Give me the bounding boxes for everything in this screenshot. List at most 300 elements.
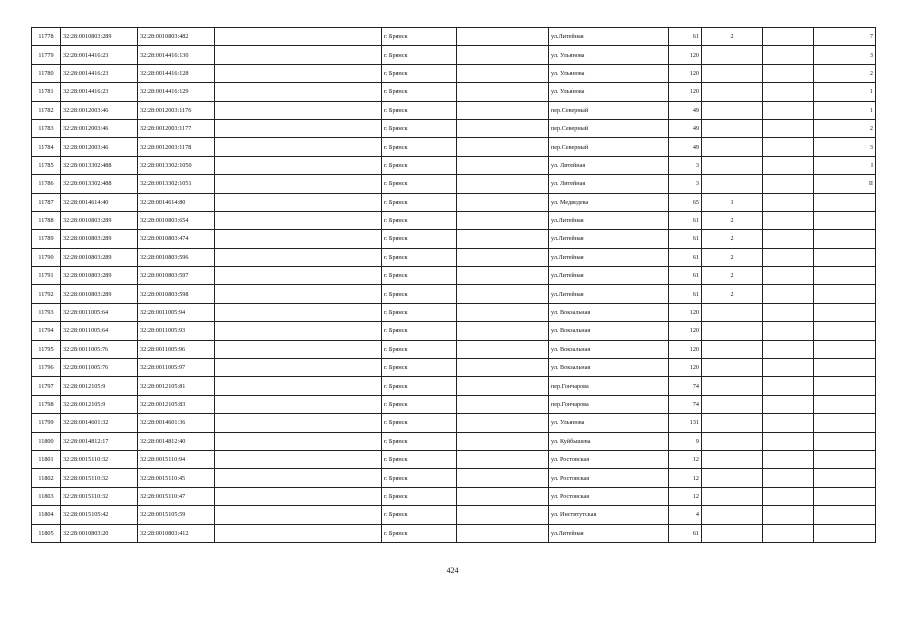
cell-building (702, 46, 763, 64)
cell-street: ул. Ростовская (549, 469, 669, 487)
cell-object-name (215, 506, 382, 524)
cell-house-number: 12 (669, 469, 702, 487)
cell-row-number: 11790 (32, 248, 61, 266)
cell-district (457, 506, 549, 524)
cell-street: ул.Литейная (549, 267, 669, 285)
cell-street: ул. Институтская (549, 506, 669, 524)
cell-apartment (814, 487, 876, 505)
cell-parent-cadastral-number: 32:28:0014416:23 (61, 64, 138, 82)
cell-row-number: 11792 (32, 285, 61, 303)
cell-letter (763, 487, 814, 505)
cell-row-number: 11791 (32, 267, 61, 285)
table-row (32, 230, 876, 248)
cell-district (457, 377, 549, 395)
cell-row-number: 11800 (32, 432, 61, 450)
cell-cadastral-number: 32:28:0013302:1050 (138, 156, 215, 174)
table-row (32, 322, 876, 340)
cell-apartment (814, 340, 876, 358)
cell-building: 2 (702, 230, 763, 248)
cell-row-number: 11801 (32, 450, 61, 468)
cell-house-number: 120 (669, 322, 702, 340)
table-row (32, 506, 876, 524)
cell-object-name (215, 101, 382, 119)
cell-city: г. Брянск (382, 377, 457, 395)
table-row (32, 193, 876, 211)
cell-apartment: 1 (814, 83, 876, 101)
cell-cadastral-number: 32:28:0010803:596 (138, 248, 215, 266)
cell-letter (763, 101, 814, 119)
cell-apartment (814, 395, 876, 413)
cell-apartment: 3 (814, 46, 876, 64)
cell-row-number: 11805 (32, 524, 61, 542)
cell-letter (763, 395, 814, 413)
cell-building (702, 359, 763, 377)
table-row (32, 432, 876, 450)
cell-letter (763, 340, 814, 358)
cell-building (702, 524, 763, 542)
cell-street: ул. Литейная (549, 156, 669, 174)
cell-cadastral-number: 32:28:0015110:94 (138, 450, 215, 468)
cell-cadastral-number: 32:28:0015110:45 (138, 469, 215, 487)
cell-apartment (814, 322, 876, 340)
cell-letter (763, 211, 814, 229)
cell-apartment: I (814, 156, 876, 174)
table-row (32, 119, 876, 137)
cell-city: г. Брянск (382, 211, 457, 229)
cell-street: ул. Ульянова (549, 83, 669, 101)
cell-letter (763, 450, 814, 468)
cell-street: ул. Вокзальная (549, 359, 669, 377)
cell-letter (763, 506, 814, 524)
cell-building (702, 395, 763, 413)
cell-apartment: 2 (814, 64, 876, 82)
cell-street: ул. Литейная (549, 175, 669, 193)
table-row (32, 64, 876, 82)
cell-cadastral-number: 32:28:0012105:81 (138, 377, 215, 395)
cell-row-number: 11802 (32, 469, 61, 487)
cell-city: г. Брянск (382, 322, 457, 340)
cell-city: г. Брянск (382, 64, 457, 82)
cell-district (457, 230, 549, 248)
cell-parent-cadastral-number: 32:28:0011005:64 (61, 303, 138, 321)
cell-cadastral-number: 32:28:0010803:654 (138, 211, 215, 229)
cell-row-number: 11782 (32, 101, 61, 119)
table-row (32, 267, 876, 285)
cell-apartment (814, 414, 876, 432)
cell-house-number: 49 (669, 138, 702, 156)
cell-row-number: 11779 (32, 46, 61, 64)
cell-cadastral-number: 32:28:0011005:97 (138, 359, 215, 377)
cell-district (457, 285, 549, 303)
cell-street: ул.Литейная (549, 248, 669, 266)
cell-cadastral-number: 32:28:0015105:59 (138, 506, 215, 524)
cell-city: г. Брянск (382, 285, 457, 303)
cell-city: г. Брянск (382, 28, 457, 46)
cell-apartment: 2 (814, 119, 876, 137)
cell-cadastral-number: 32:28:0010803:598 (138, 285, 215, 303)
cell-letter (763, 322, 814, 340)
cell-building: 1 (702, 193, 763, 211)
cell-cadastral-number: 32:28:0014416:128 (138, 64, 215, 82)
cell-row-number: 11778 (32, 28, 61, 46)
cell-letter (763, 230, 814, 248)
cell-parent-cadastral-number: 32:28:0014416:23 (61, 83, 138, 101)
table-row (32, 469, 876, 487)
cell-cadastral-number: 32:28:0011005:96 (138, 340, 215, 358)
cell-apartment (814, 432, 876, 450)
cell-object-name (215, 450, 382, 468)
cell-district (457, 101, 549, 119)
cell-street: ул. Вокзальная (549, 322, 669, 340)
cell-row-number: 11787 (32, 193, 61, 211)
cell-city: г. Брянск (382, 469, 457, 487)
cell-letter (763, 414, 814, 432)
cell-row-number: 11799 (32, 414, 61, 432)
cell-letter (763, 175, 814, 193)
cell-district (457, 359, 549, 377)
cell-street: пер.Северный (549, 101, 669, 119)
cell-parent-cadastral-number: 32:28:0011005:76 (61, 359, 138, 377)
cell-building (702, 377, 763, 395)
cell-apartment (814, 524, 876, 542)
cell-building: 2 (702, 211, 763, 229)
table-row (32, 285, 876, 303)
table-row (32, 46, 876, 64)
cell-district (457, 322, 549, 340)
table-row (32, 340, 876, 358)
cell-row-number: 11796 (32, 359, 61, 377)
cell-building (702, 119, 763, 137)
cell-letter (763, 46, 814, 64)
cell-cadastral-number: 32:28:0012105:83 (138, 395, 215, 413)
cell-row-number: 11797 (32, 377, 61, 395)
cell-object-name (215, 487, 382, 505)
table-row (32, 28, 876, 46)
cell-apartment (814, 469, 876, 487)
cell-building: 2 (702, 267, 763, 285)
cell-building (702, 138, 763, 156)
cell-house-number: 120 (669, 64, 702, 82)
registry-table-body (32, 28, 876, 543)
cell-building (702, 414, 763, 432)
cell-object-name (215, 175, 382, 193)
cell-street: ул.Литейная (549, 28, 669, 46)
cell-house-number: 61 (669, 285, 702, 303)
cell-street: ул. Ростовская (549, 487, 669, 505)
cell-cadastral-number: 32:28:0010803:597 (138, 267, 215, 285)
cell-street: ул.Литейная (549, 211, 669, 229)
cell-object-name (215, 432, 382, 450)
cell-district (457, 414, 549, 432)
cell-street: ул. Ульянова (549, 414, 669, 432)
cell-building (702, 487, 763, 505)
cell-row-number: 11784 (32, 138, 61, 156)
cell-street: ул.Литейная (549, 524, 669, 542)
cell-building (702, 506, 763, 524)
table-row (32, 414, 876, 432)
registry-table (31, 27, 876, 543)
cell-house-number: 61 (669, 248, 702, 266)
table-row (32, 248, 876, 266)
cell-apartment (814, 506, 876, 524)
cell-apartment (814, 450, 876, 468)
cell-object-name (215, 359, 382, 377)
cell-cadastral-number: 32:28:0010803:474 (138, 230, 215, 248)
cell-object-name (215, 83, 382, 101)
cell-city: г. Брянск (382, 395, 457, 413)
cell-cadastral-number: 32:28:0011005:94 (138, 303, 215, 321)
cell-object-name (215, 322, 382, 340)
cell-letter (763, 267, 814, 285)
cell-cadastral-number: 32:28:0014601:36 (138, 414, 215, 432)
cell-city: г. Брянск (382, 83, 457, 101)
cell-row-number: 11793 (32, 303, 61, 321)
cell-street: ул. Вокзальная (549, 303, 669, 321)
cell-district (457, 211, 549, 229)
cell-city: г. Брянск (382, 359, 457, 377)
cell-apartment (814, 267, 876, 285)
cell-letter (763, 359, 814, 377)
table-row (32, 211, 876, 229)
cell-district (457, 175, 549, 193)
cell-row-number: 11781 (32, 83, 61, 101)
cell-street: ул. Ульянова (549, 64, 669, 82)
cell-house-number: 61 (669, 524, 702, 542)
cell-object-name (215, 211, 382, 229)
cell-district (457, 83, 549, 101)
cell-cadastral-number: 32:28:0013302:1051 (138, 175, 215, 193)
cell-city: г. Брянск (382, 267, 457, 285)
cell-district (457, 432, 549, 450)
cell-object-name (215, 303, 382, 321)
cell-parent-cadastral-number: 32:28:0011005:76 (61, 340, 138, 358)
cell-parent-cadastral-number: 32:28:0010803:289 (61, 211, 138, 229)
cell-parent-cadastral-number: 32:28:0012105:9 (61, 395, 138, 413)
cell-parent-cadastral-number: 32:28:0010803:289 (61, 267, 138, 285)
cell-object-name (215, 340, 382, 358)
cell-cadastral-number: 32:28:0010803:412 (138, 524, 215, 542)
cell-object-name (215, 248, 382, 266)
table-row (32, 175, 876, 193)
cell-house-number: 61 (669, 267, 702, 285)
cell-district (457, 156, 549, 174)
cell-district (457, 267, 549, 285)
cell-letter (763, 64, 814, 82)
table-row (32, 138, 876, 156)
cell-house-number: 3 (669, 156, 702, 174)
cell-house-number: 49 (669, 119, 702, 137)
cell-house-number: 9 (669, 432, 702, 450)
cell-street: ул. Ростовская (549, 450, 669, 468)
cell-building (702, 303, 763, 321)
cell-house-number: 61 (669, 28, 702, 46)
cell-letter (763, 432, 814, 450)
cell-object-name (215, 414, 382, 432)
cell-district (457, 28, 549, 46)
cell-house-number: 65 (669, 193, 702, 211)
cell-letter (763, 83, 814, 101)
cell-parent-cadastral-number: 32:28:0015110:32 (61, 450, 138, 468)
cell-letter (763, 285, 814, 303)
cell-parent-cadastral-number: 32:28:0010803:289 (61, 285, 138, 303)
cell-city: г. Брянск (382, 432, 457, 450)
cell-house-number: 74 (669, 395, 702, 413)
cell-building (702, 101, 763, 119)
cell-cadastral-number: 32:28:0014614:80 (138, 193, 215, 211)
cell-city: г. Брянск (382, 230, 457, 248)
table-row (32, 156, 876, 174)
cell-row-number: 11788 (32, 211, 61, 229)
cell-street: ул. Медведева (549, 193, 669, 211)
table-row (32, 524, 876, 542)
cell-street: ул. Вокзальная (549, 340, 669, 358)
table-row (32, 303, 876, 321)
table-row (32, 359, 876, 377)
cell-parent-cadastral-number: 32:28:0015105:42 (61, 506, 138, 524)
cell-street: пер.Гончарова (549, 395, 669, 413)
cell-building (702, 156, 763, 174)
cell-parent-cadastral-number: 32:28:0012105:9 (61, 377, 138, 395)
cell-house-number: 4 (669, 506, 702, 524)
cell-row-number: 11794 (32, 322, 61, 340)
cell-house-number: 120 (669, 359, 702, 377)
cell-object-name (215, 193, 382, 211)
cell-row-number: 11780 (32, 64, 61, 82)
cell-object-name (215, 119, 382, 137)
cell-district (457, 524, 549, 542)
cell-parent-cadastral-number: 32:28:0010803:289 (61, 248, 138, 266)
cell-city: г. Брянск (382, 101, 457, 119)
cell-object-name (215, 377, 382, 395)
cell-house-number: 3 (669, 175, 702, 193)
table-row (32, 395, 876, 413)
cell-letter (763, 377, 814, 395)
cell-apartment (814, 211, 876, 229)
cell-object-name (215, 64, 382, 82)
cell-street: ул. Куйбышева (549, 432, 669, 450)
cell-object-name (215, 156, 382, 174)
cell-building (702, 83, 763, 101)
cell-object-name (215, 395, 382, 413)
cell-district (457, 119, 549, 137)
cell-district (457, 64, 549, 82)
cell-apartment (814, 377, 876, 395)
cell-street: ул. Ульянова (549, 46, 669, 64)
table-row (32, 450, 876, 468)
cell-letter (763, 156, 814, 174)
cell-row-number: 11803 (32, 487, 61, 505)
cell-parent-cadastral-number: 32:28:0015110:32 (61, 487, 138, 505)
cell-object-name (215, 524, 382, 542)
cell-parent-cadastral-number: 32:28:0014416:23 (61, 46, 138, 64)
cell-cadastral-number: 32:28:0012003:1177 (138, 119, 215, 137)
cell-building (702, 469, 763, 487)
cell-letter (763, 524, 814, 542)
cell-building (702, 322, 763, 340)
cell-district (457, 46, 549, 64)
cell-row-number: 11804 (32, 506, 61, 524)
cell-city: г. Брянск (382, 303, 457, 321)
cell-house-number: 120 (669, 303, 702, 321)
cell-letter (763, 28, 814, 46)
cell-city: г. Брянск (382, 138, 457, 156)
table-row (32, 83, 876, 101)
cell-apartment (814, 193, 876, 211)
cell-district (457, 193, 549, 211)
cell-building (702, 432, 763, 450)
cell-building: 2 (702, 285, 763, 303)
cell-object-name (215, 267, 382, 285)
cell-cadastral-number: 32:28:0010803:482 (138, 28, 215, 46)
cell-building (702, 450, 763, 468)
cell-street: пер.Северный (549, 119, 669, 137)
cell-apartment: 3 (814, 138, 876, 156)
cell-district (457, 450, 549, 468)
cell-parent-cadastral-number: 32:28:0013302:488 (61, 175, 138, 193)
cell-parent-cadastral-number: 32:28:0013302:488 (61, 156, 138, 174)
cell-district (457, 303, 549, 321)
cell-city: г. Брянск (382, 156, 457, 174)
cell-house-number: 131 (669, 414, 702, 432)
cell-row-number: 11798 (32, 395, 61, 413)
cell-city: г. Брянск (382, 414, 457, 432)
cell-apartment (814, 303, 876, 321)
cell-house-number: 61 (669, 230, 702, 248)
cell-cadastral-number: 32:28:0012003:1176 (138, 101, 215, 119)
cell-row-number: 11795 (32, 340, 61, 358)
cell-parent-cadastral-number: 32:28:0014614:40 (61, 193, 138, 211)
cell-building: 2 (702, 248, 763, 266)
cell-house-number: 120 (669, 340, 702, 358)
cell-parent-cadastral-number: 32:28:0014812:17 (61, 432, 138, 450)
cell-letter (763, 303, 814, 321)
cell-object-name (215, 138, 382, 156)
cell-district (457, 469, 549, 487)
cell-district (457, 395, 549, 413)
cell-city: г. Брянск (382, 46, 457, 64)
cell-cadastral-number: 32:28:0015110:47 (138, 487, 215, 505)
cell-street: ул.Литейная (549, 285, 669, 303)
cell-letter (763, 248, 814, 266)
cell-parent-cadastral-number: 32:28:0010803:289 (61, 28, 138, 46)
cell-parent-cadastral-number: 32:28:0012003:46 (61, 138, 138, 156)
table-row (32, 101, 876, 119)
cell-apartment: 7 (814, 28, 876, 46)
cell-city: г. Брянск (382, 524, 457, 542)
cell-row-number: 11789 (32, 230, 61, 248)
cell-street: пер.Гончарова (549, 377, 669, 395)
cell-cadastral-number: 32:28:0014416:130 (138, 46, 215, 64)
cell-parent-cadastral-number: 32:28:0012003:46 (61, 101, 138, 119)
cell-apartment: 1 (814, 101, 876, 119)
cell-row-number: 11785 (32, 156, 61, 174)
cell-house-number: 12 (669, 450, 702, 468)
cell-city: г. Брянск (382, 506, 457, 524)
cell-city: г. Брянск (382, 450, 457, 468)
cell-parent-cadastral-number: 32:28:0010803:20 (61, 524, 138, 542)
cell-house-number: 12 (669, 487, 702, 505)
cell-apartment (814, 285, 876, 303)
table-row (32, 487, 876, 505)
cell-street: пер.Северный (549, 138, 669, 156)
cell-street: ул.Литейная (549, 230, 669, 248)
cell-parent-cadastral-number: 32:28:0014601:32 (61, 414, 138, 432)
cell-apartment (814, 248, 876, 266)
cell-building (702, 175, 763, 193)
cell-letter (763, 193, 814, 211)
cell-parent-cadastral-number: 32:28:0012003:46 (61, 119, 138, 137)
cell-building: 2 (702, 28, 763, 46)
